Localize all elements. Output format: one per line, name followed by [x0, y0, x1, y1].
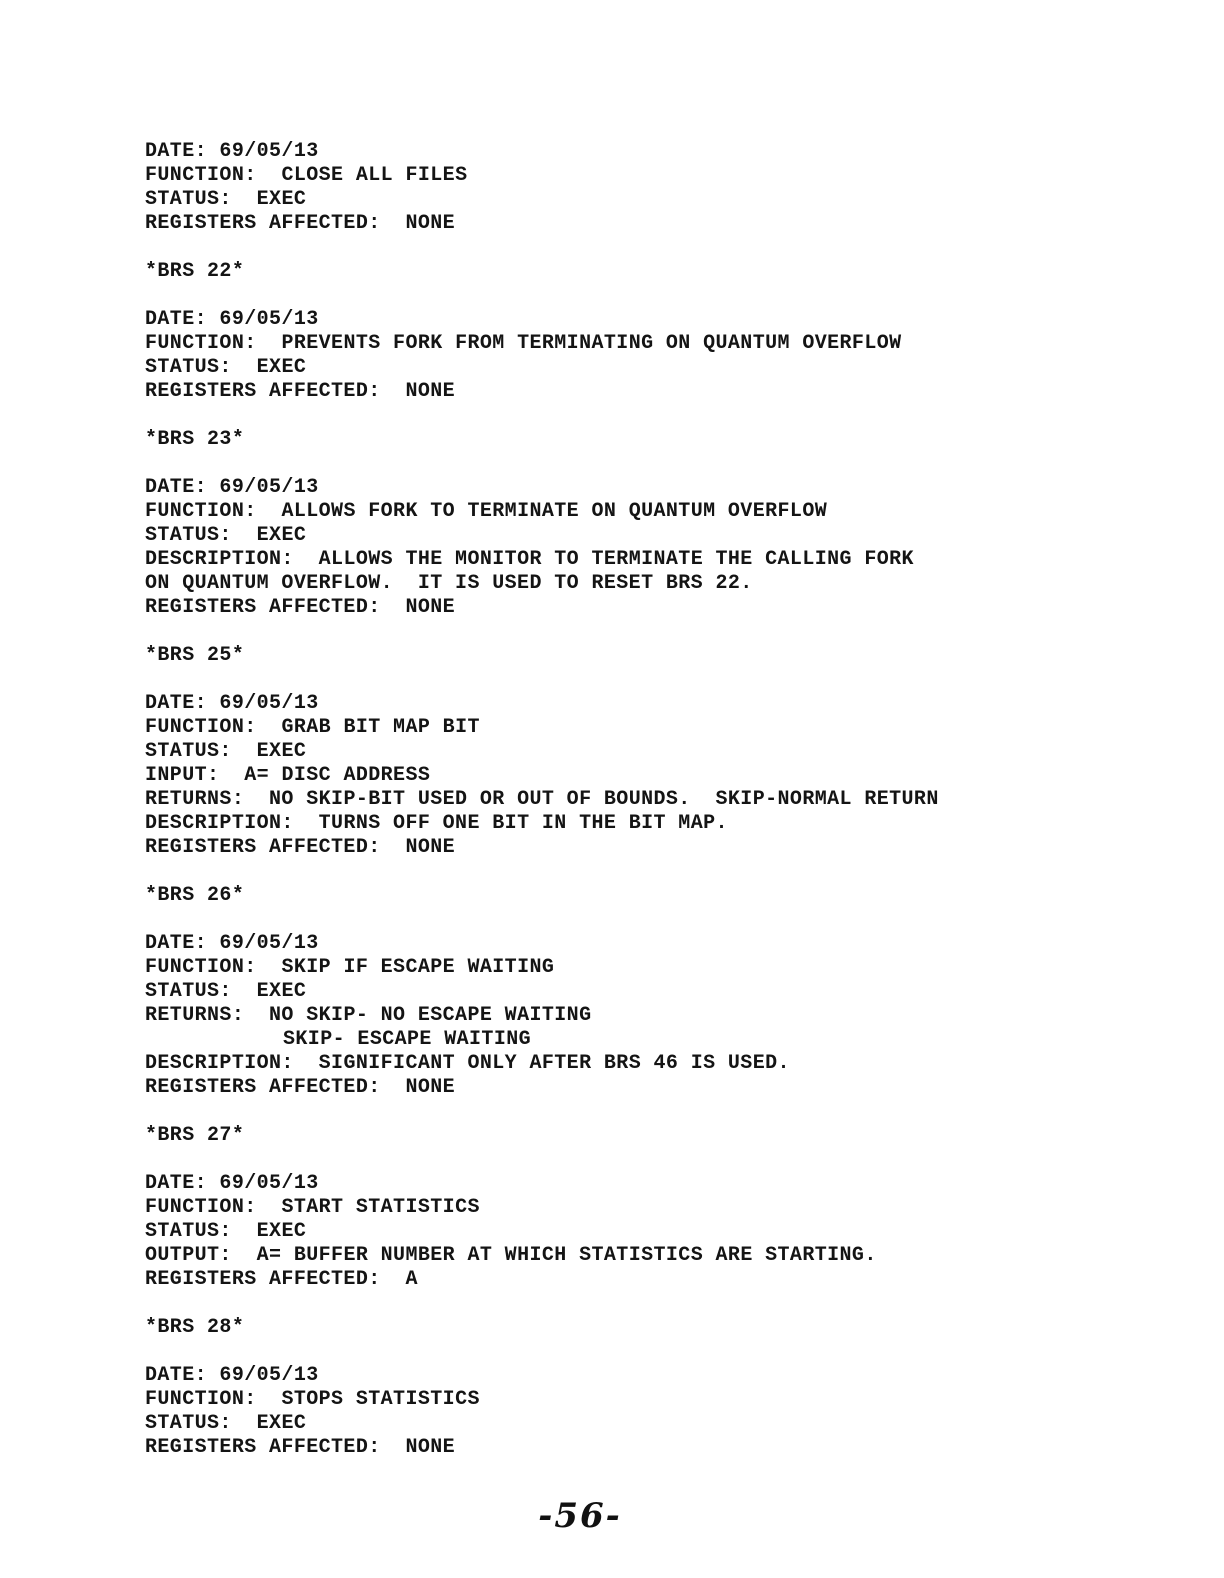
field-value: NO SKIP- NO ESCAPE WAITING: [269, 1004, 592, 1027]
field-line: [145, 1076, 1205, 1100]
field-value: SKIP- ESCAPE WAITING: [283, 1028, 532, 1051]
field-label: REGISTERS AFFECTED:: [145, 836, 381, 859]
field-line: [145, 788, 1205, 812]
field-line: [145, 1172, 1205, 1196]
field-gap: [381, 1436, 406, 1459]
field-label: FUNCTION:: [145, 1388, 257, 1411]
spacer: [145, 860, 1205, 884]
field-line: [145, 332, 1205, 356]
field-gap: [381, 836, 406, 859]
field-line: [145, 1004, 1205, 1028]
field-line: [145, 932, 1205, 956]
field-gap: [207, 1172, 219, 1195]
field-value: EXEC: [256, 1220, 307, 1243]
field-label: DATE:: [145, 308, 208, 331]
field-gap: [381, 380, 406, 403]
entry-header: *BRS 23*: [145, 428, 245, 451]
field-label: RETURNS:: [145, 1004, 245, 1027]
spacer: [145, 668, 1205, 692]
field-label: DATE:: [145, 1172, 208, 1195]
field-gap: [207, 476, 219, 499]
field-label: DATE:: [145, 1364, 208, 1387]
spacer: [145, 1292, 1205, 1316]
field-label: FUNCTION:: [145, 332, 257, 355]
field-value: A= DISC ADDRESS: [244, 764, 431, 787]
field-line: [145, 1364, 1205, 1388]
entry-header: *BRS 22*: [145, 260, 245, 283]
entry-header: *BRS 26*: [145, 884, 245, 907]
field-line: [145, 1028, 1205, 1052]
field-line: [145, 308, 1205, 332]
field-label: STATUS:: [145, 980, 232, 1003]
field-value: SIGNIFICANT ONLY AFTER BRS 46 IS USED.: [318, 1052, 790, 1075]
field-gap: [232, 980, 257, 1003]
field-line: [145, 764, 1205, 788]
field-label: REGISTERS AFFECTED:: [145, 212, 381, 235]
entry-header: *BRS 27*: [145, 1124, 245, 1147]
spacer: [145, 1148, 1205, 1172]
field-label: STATUS:: [145, 1220, 232, 1243]
field-label: FUNCTION:: [145, 1196, 257, 1219]
brs-entry: [145, 428, 1205, 644]
entry-header: *BRS 28*: [145, 1316, 245, 1339]
field-label: DESCRIPTION:: [145, 548, 294, 571]
brs-entry: [145, 884, 1205, 1124]
field-line: [145, 140, 1205, 164]
field-gap: [381, 596, 406, 619]
field-gap: [257, 1196, 282, 1219]
field-value: ALLOWS THE MONITOR TO TERMINATE THE CALLING FORK: [318, 548, 914, 571]
field-label: FUNCTION:: [145, 164, 257, 187]
field-value: NONE: [405, 212, 456, 235]
brs-entry: [145, 1316, 1205, 1460]
field-value: SKIP IF ESCAPE WAITING: [281, 956, 555, 979]
field-label: DESCRIPTION:: [145, 1052, 294, 1075]
field-value: ON QUANTUM OVERFLOW. IT IS USED TO RESET BRS 22.: [145, 572, 753, 595]
field-value: TURNS OFF ONE BIT IN THE BIT MAP.: [318, 812, 728, 835]
field-gap: [244, 1004, 269, 1027]
spacer: [145, 284, 1205, 308]
field-line: [145, 1388, 1205, 1412]
field-value: 69/05/13: [219, 1172, 319, 1195]
field-gap: [232, 1220, 257, 1243]
field-line: [145, 212, 1205, 236]
brs-entry: [145, 260, 1205, 428]
field-line: [145, 836, 1205, 860]
field-gap: [244, 788, 269, 811]
field-gap: [381, 1268, 406, 1291]
brs-entry: [145, 1124, 1205, 1316]
field-line: [145, 572, 1205, 596]
field-line: [145, 596, 1205, 620]
field-line: [145, 476, 1205, 500]
spacer: [145, 452, 1205, 476]
field-gap: [207, 140, 219, 163]
spacer: [145, 620, 1205, 644]
field-gap: [294, 1052, 319, 1075]
field-value: EXEC: [256, 740, 307, 763]
field-line: [145, 1436, 1205, 1460]
brs-entry: [145, 644, 1205, 884]
field-gap: [257, 1388, 282, 1411]
field-label: DATE:: [145, 692, 208, 715]
field-value: 69/05/13: [219, 932, 319, 955]
field-line: [145, 740, 1205, 764]
field-gap: [294, 548, 319, 571]
field-label: STATUS:: [145, 740, 232, 763]
field-value: GRAB BIT MAP BIT: [281, 716, 480, 739]
field-label: OUTPUT:: [145, 1244, 232, 1267]
field-value: NO SKIP-BIT USED OR OUT OF BOUNDS. SKIP-NORMAL RETURN: [269, 788, 939, 811]
field-gap: [232, 188, 257, 211]
field-value: NONE: [405, 380, 456, 403]
field-value: A: [405, 1268, 418, 1291]
field-label: DATE:: [145, 476, 208, 499]
field-gap: [257, 500, 282, 523]
field-label: STATUS:: [145, 1412, 232, 1435]
field-line: [145, 812, 1205, 836]
field-label: REGISTERS AFFECTED:: [145, 1076, 381, 1099]
field-gap: [207, 308, 219, 331]
field-value: NONE: [405, 1076, 456, 1099]
spacer: [145, 1340, 1205, 1364]
field-label: REGISTERS AFFECTED:: [145, 1436, 381, 1459]
field-line: [145, 164, 1205, 188]
field-value: NONE: [405, 836, 456, 859]
field-gap: [232, 1412, 257, 1435]
field-line: [145, 1412, 1205, 1436]
field-value: EXEC: [256, 524, 307, 547]
spacer: [145, 236, 1205, 260]
field-label: STATUS:: [145, 524, 232, 547]
field-value: EXEC: [256, 980, 307, 1003]
field-line: [145, 500, 1205, 524]
field-value: CLOSE ALL FILES: [281, 164, 468, 187]
field-label: STATUS:: [145, 188, 232, 211]
entry-header: *BRS 25*: [145, 644, 245, 667]
field-line: [145, 692, 1205, 716]
field-line: [145, 1244, 1205, 1268]
page-number: -56-: [538, 1496, 622, 1536]
field-line: [145, 956, 1205, 980]
field-line: [145, 1268, 1205, 1292]
field-label: FUNCTION:: [145, 716, 257, 739]
field-value: 69/05/13: [219, 140, 319, 163]
field-gap: [232, 524, 257, 547]
spacer: [145, 1100, 1205, 1124]
field-line: [145, 188, 1205, 212]
field-value: ALLOWS FORK TO TERMINATE ON QUANTUM OVERFLOW: [281, 500, 828, 523]
field-label: REGISTERS AFFECTED:: [145, 596, 381, 619]
field-label: DESCRIPTION:: [145, 812, 294, 835]
field-value: STOPS STATISTICS: [281, 1388, 480, 1411]
field-line: [145, 1196, 1205, 1220]
field-gap: [257, 716, 282, 739]
field-line: [145, 380, 1205, 404]
field-gap: [207, 1364, 219, 1387]
spacer: [145, 908, 1205, 932]
field-line: [145, 524, 1205, 548]
field-gap: [381, 1076, 406, 1099]
field-value: 69/05/13: [219, 476, 319, 499]
field-value: 69/05/13: [219, 308, 319, 331]
field-value: START STATISTICS: [281, 1196, 480, 1219]
spacer: [145, 404, 1205, 428]
field-line: [145, 1052, 1205, 1076]
field-gap: [257, 164, 282, 187]
field-value: PREVENTS FORK FROM TERMINATING ON QUANTUM OVERFLOW: [281, 332, 902, 355]
field-value: 69/05/13: [219, 1364, 319, 1387]
field-label: RETURNS:: [145, 788, 245, 811]
brs-entry: [145, 140, 1205, 260]
field-line: [145, 1220, 1205, 1244]
field-label: FUNCTION:: [145, 500, 257, 523]
field-gap: [257, 332, 282, 355]
field-value: NONE: [405, 596, 456, 619]
field-label: REGISTERS AFFECTED:: [145, 380, 381, 403]
field-gap: [232, 740, 257, 763]
field-gap: [207, 932, 219, 955]
document-body: [145, 140, 1205, 1460]
field-value: EXEC: [256, 1412, 307, 1435]
field-value: EXEC: [256, 188, 307, 211]
field-gap: [219, 764, 244, 787]
field-value: A= BUFFER NUMBER AT WHICH STATISTICS ARE STARTING.: [256, 1244, 877, 1267]
field-gap: [232, 356, 257, 379]
field-label: REGISTERS AFFECTED:: [145, 1268, 381, 1291]
field-gap: [294, 812, 319, 835]
field-gap: [257, 956, 282, 979]
field-gap: [207, 692, 219, 715]
field-line: [145, 548, 1205, 572]
field-line: [145, 356, 1205, 380]
field-gap: [232, 1244, 257, 1267]
field-label: DATE:: [145, 932, 208, 955]
field-gap: [381, 212, 406, 235]
field-label: FUNCTION:: [145, 956, 257, 979]
field-label: STATUS:: [145, 356, 232, 379]
field-value: 69/05/13: [219, 692, 319, 715]
field-line: [145, 980, 1205, 1004]
field-label: DATE:: [145, 140, 208, 163]
field-value: NONE: [405, 1436, 456, 1459]
field-line: [145, 716, 1205, 740]
field-label: INPUT:: [145, 764, 220, 787]
field-value: EXEC: [256, 356, 307, 379]
